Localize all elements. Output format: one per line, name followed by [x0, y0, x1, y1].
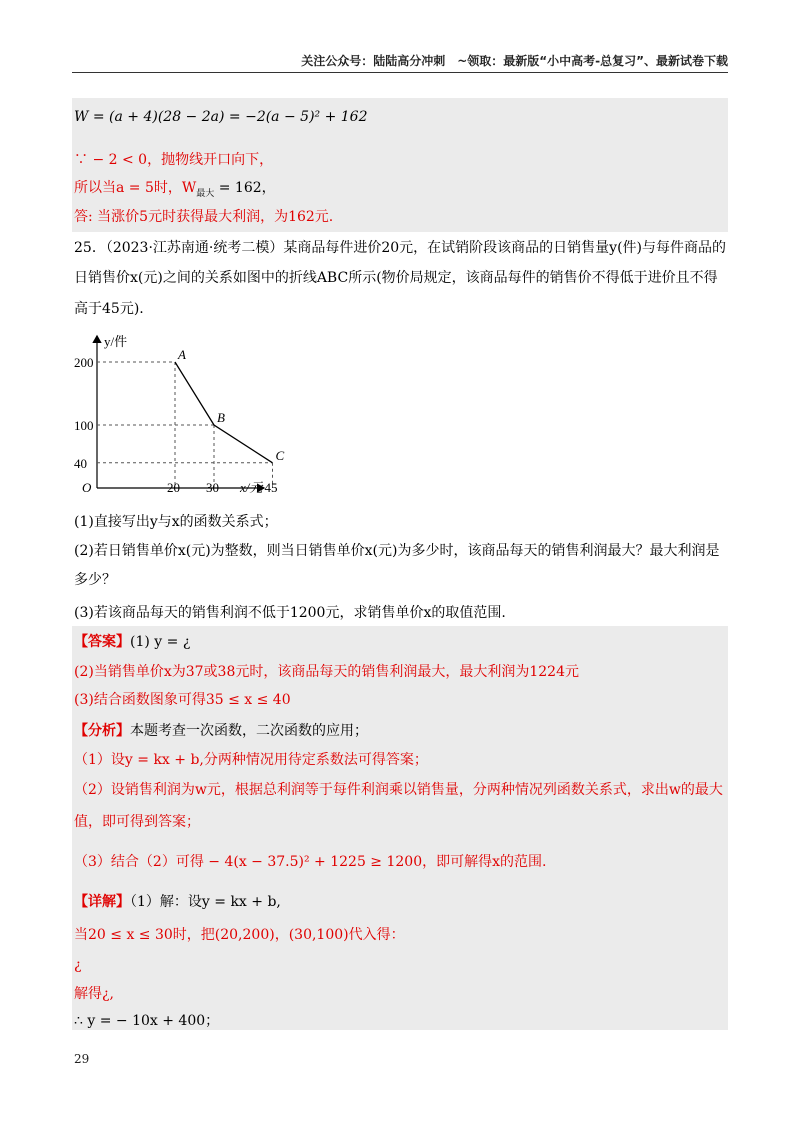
detail-5: ∴ y = − 10x + 400；	[74, 1013, 220, 1029]
prev-answer: 答: 当涨价5元时获得最大利润，为162元.	[74, 209, 334, 225]
x-tick-20: 20	[167, 480, 180, 495]
w-formula: W = (a + 4)(28 − 2a) = −2(a − 5)² + 162	[74, 109, 368, 125]
question-3: (3)若该商品每天的销售利润不低于1200元，求销售单价x的取值范围.	[74, 605, 506, 621]
analysis-2b: 值，即可得到答案；	[74, 814, 200, 830]
problem-line-2: 日销售价x(元)之间的关系如图中的折线ABC所示(物价局规定，该商品每件的销售价不得低于进价且不得	[74, 270, 718, 286]
x-axis-label: x/元	[240, 480, 263, 495]
max-sub: 最大	[196, 188, 215, 199]
answer-1: (1) y = ¿	[130, 634, 191, 650]
function-graph	[74, 328, 285, 498]
neg-coeff-line: ∵ − 2 < 0，抛物线开口向下，	[74, 152, 274, 168]
x-tick-30: 30	[206, 480, 219, 495]
origin-label: O	[82, 480, 92, 495]
y-tick-100: 100	[74, 418, 94, 433]
point-label-b: B	[217, 410, 225, 425]
analysis-3: （3）结合（2）可得 − 4(x − 37.5)² + 1225 ≥ 1200，即可解得x的范围.	[74, 854, 547, 870]
analysis-line	[74, 721, 368, 741]
detail-tag: 【详解】	[74, 894, 130, 910]
answer-3: (3)结合函数图象可得35 ≤ x ≤ 40	[74, 692, 291, 708]
y-tick-200: 200	[74, 355, 94, 370]
analysis-2a: （2）设销售利润为w元，根据总利润等于每件利润乘以销售量，分两种情况列函数关系式，求出w的最大	[74, 782, 723, 798]
page-number: 29	[74, 1052, 90, 1066]
max-line	[74, 178, 276, 204]
problem-line-1: 25．（2023·江苏南通·统考二模）某商品每件进价20元，在试销阶段该商品的日销售量y(件)与每件商品的	[74, 240, 726, 256]
analysis-intro: 本题考查一次函数，二次函数的应用；	[130, 723, 368, 739]
analysis-tag: 【分析】	[74, 723, 130, 739]
x-tick-45: 45	[264, 480, 278, 495]
question-1: (1)直接写出y与x的函数关系式；	[74, 514, 278, 530]
answer-tag: 【答案】	[74, 634, 130, 650]
problem-line-3: 高于45元).	[74, 301, 144, 317]
page-header: 关注公众号：陆陆高分冲刺 ~领取：最新版“小中高考-总复习”、最新试卷下载	[301, 54, 728, 68]
detail-line	[74, 892, 281, 912]
y-tick-40: 40	[74, 455, 87, 471]
header-rule	[72, 72, 728, 73]
answer-line-1	[74, 632, 190, 652]
detail-3: ¿	[74, 957, 82, 973]
max-text: 所以当a = 5时，W	[74, 180, 197, 196]
detail-4: 解得¿,	[74, 986, 114, 1002]
detail-2: 当20 ≤ x ≤ 30时，把(20,200)，(30,100)代入得：	[74, 927, 405, 943]
point-label-a: A	[178, 347, 186, 362]
analysis-1: （1）设y = kx + b,分两种情况用待定系数法可得答案；	[74, 752, 428, 768]
question-2b: 多少？	[74, 572, 116, 588]
question-2a: (2)若日销售单价x(元)为整数，则当日销售单价x(元)为多少时，该商品每天的销售利润最大？最大利润是	[74, 543, 720, 559]
answer-2: (2)当销售单价x为37或38元时，该商品每天的销售利润最大，最大利润为1224元	[74, 664, 579, 680]
y-axis-label: y/件	[104, 334, 128, 349]
point-label-c: C	[275, 447, 285, 463]
detail-1: （1）解：设y = kx + b,	[130, 894, 281, 910]
max-value: = 162，	[214, 180, 276, 196]
